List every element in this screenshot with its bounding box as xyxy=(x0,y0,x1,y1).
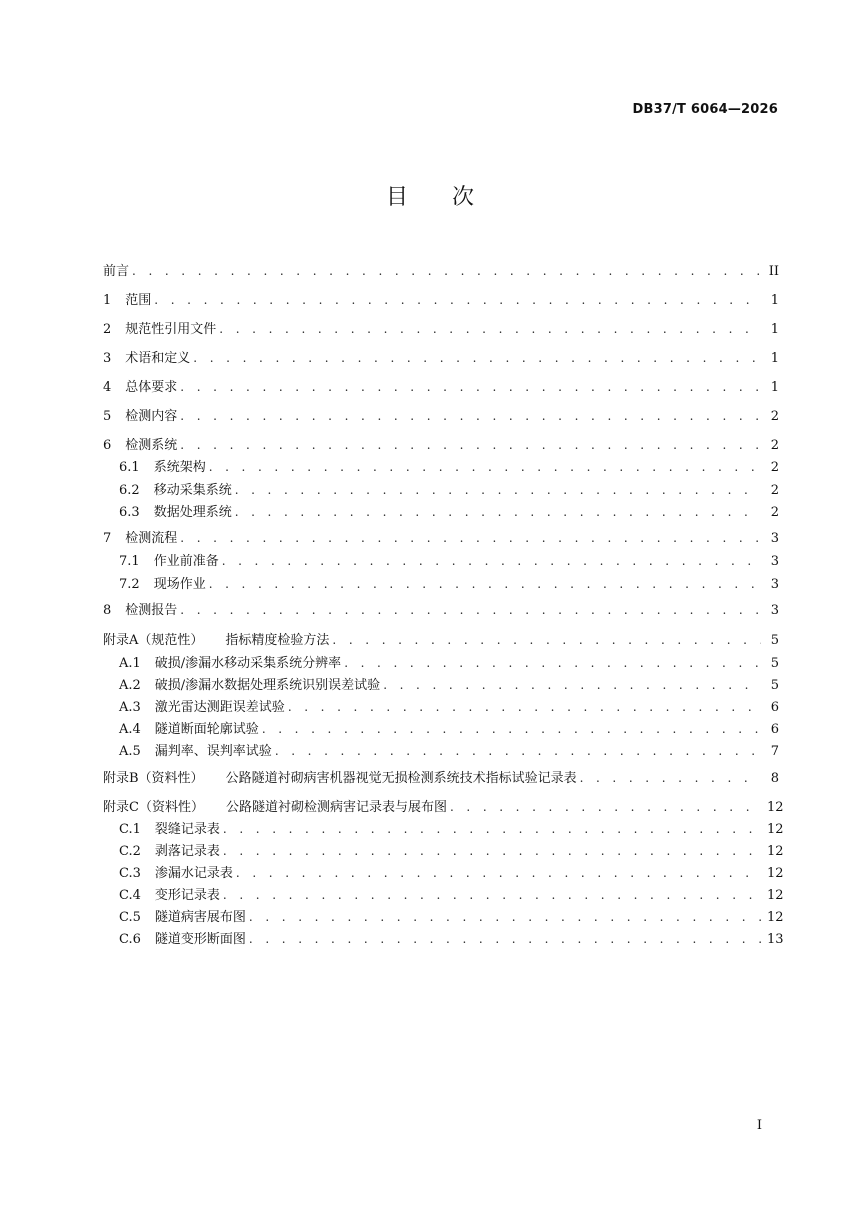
toc-entry-number: 8 xyxy=(103,603,112,618)
toc-entry-title: 范围 xyxy=(125,293,152,308)
toc-entry-label xyxy=(103,631,332,651)
toc-entry-number: 3 xyxy=(103,351,112,366)
toc-entry[interactable] xyxy=(103,406,779,426)
toc-entry-page: 5 xyxy=(770,656,779,671)
toc-entry-number: 7.2 xyxy=(119,577,140,592)
toc-entry-title: 激光雷达测距误差试验 xyxy=(154,700,285,715)
toc-entry[interactable] xyxy=(119,907,784,927)
toc-entry-page: 7 xyxy=(770,744,779,759)
toc-leader-dots xyxy=(180,406,761,426)
toc-entry[interactable] xyxy=(103,630,779,650)
toc-leader-dots xyxy=(193,348,761,368)
toc-leader-dots xyxy=(180,377,761,397)
toc-leader-dots xyxy=(180,435,761,455)
toc-entry-page: 8 xyxy=(770,771,779,786)
toc-entry[interactable] xyxy=(103,261,779,281)
toc-entry-label xyxy=(103,320,219,340)
toc-entry-title: 变形记录表 xyxy=(154,888,220,903)
toc-entry-page: 1 xyxy=(770,380,779,395)
toc-entry[interactable] xyxy=(103,377,779,397)
toc-entry-page: 6 xyxy=(770,700,779,715)
toc-entry-label xyxy=(119,720,262,740)
toc-entry-number: A.2 xyxy=(119,678,141,693)
toc-entry-title: 检测系统 xyxy=(125,438,178,453)
toc-entry-title: 检测流程 xyxy=(125,531,178,546)
toc-entry-title: 移动采集系统 xyxy=(153,483,232,498)
toc-entry[interactable] xyxy=(103,319,779,339)
toc-entry-title: 隧道断面轮廓试验 xyxy=(154,722,259,737)
toc-entry-title: 规范性引用文件 xyxy=(125,322,217,337)
toc-entry[interactable] xyxy=(119,929,784,949)
toc-entry-page: 5 xyxy=(770,633,779,648)
toc-entry-number: 附录A（规范性） xyxy=(103,633,204,648)
toc-entry-title: 现场作业 xyxy=(153,577,206,592)
toc-leader-dots xyxy=(275,741,761,761)
toc-entry-page: 3 xyxy=(770,554,779,569)
toc-leader-dots xyxy=(209,457,761,477)
toc-entry-label xyxy=(119,842,223,862)
toc-leader-dots xyxy=(223,841,761,861)
page-title: 目次 xyxy=(385,185,518,210)
toc-entry[interactable] xyxy=(103,600,779,620)
toc-entry-number: 4 xyxy=(103,380,112,395)
toc-entry-page: 6 xyxy=(770,722,779,737)
toc-entry-title: 作业前准备 xyxy=(153,554,219,569)
toc-entry-number: 6.1 xyxy=(119,460,140,475)
toc-entry-number: 6.2 xyxy=(119,483,140,498)
toc-leader-dots xyxy=(344,653,761,673)
toc-entry-title: 数据处理系统 xyxy=(153,505,232,520)
toc-entry-label xyxy=(103,601,180,621)
toc-leader-dots xyxy=(332,630,761,650)
toc-leader-dots xyxy=(223,819,761,839)
toc-leader-dots xyxy=(580,768,761,788)
toc-entry-label xyxy=(119,908,249,928)
toc-leader-dots xyxy=(222,551,761,571)
toc-leader-dots xyxy=(235,502,761,522)
toc-leader-dots xyxy=(223,885,761,905)
toc-entry[interactable] xyxy=(119,841,784,861)
toc-entry-title: 渗漏水记录表 xyxy=(154,866,233,881)
toc-entry-page: 2 xyxy=(770,505,779,520)
toc-entry-number: 附录C（资料性） xyxy=(103,800,204,815)
toc-leader-dots xyxy=(180,528,761,548)
toc-entry-label xyxy=(103,436,180,456)
page-number: I xyxy=(756,1118,762,1133)
toc-entry-title: 总体要求 xyxy=(125,380,178,395)
toc-entry-label xyxy=(103,529,180,549)
toc-entry-title: 指标精度检验方法 xyxy=(225,633,330,648)
toc-leader-dots xyxy=(180,600,761,620)
toc-entry-number: 6.3 xyxy=(119,505,140,520)
toc-entry-page: 3 xyxy=(770,603,779,618)
toc-leader-dots xyxy=(383,675,761,695)
toc-entry-title: 破损/渗漏水移动采集系统分辨率 xyxy=(154,656,342,671)
toc-entry-page: 12 xyxy=(767,888,784,903)
toc-entry-label xyxy=(103,262,132,282)
toc-leader-dots xyxy=(249,907,761,927)
toc-entry-title: 系统架构 xyxy=(153,460,206,475)
toc-entry-number: C.6 xyxy=(119,932,141,947)
toc-entry-label xyxy=(103,407,180,427)
toc-entry-number: 6 xyxy=(103,438,112,453)
toc-entry-number: 5 xyxy=(103,409,112,424)
toc-entry[interactable] xyxy=(119,675,779,695)
toc-entry[interactable] xyxy=(119,551,779,571)
toc-entry[interactable] xyxy=(103,348,779,368)
document-code: DB37/T 6064—2026 xyxy=(632,102,778,117)
toc-entry-page: 5 xyxy=(770,678,779,693)
toc-entry-label xyxy=(103,349,193,369)
toc-entry[interactable] xyxy=(119,574,779,594)
toc-entry-title: 检测报告 xyxy=(125,603,178,618)
toc-entry-label xyxy=(103,798,450,818)
toc-entry-page: 12 xyxy=(767,800,784,815)
toc-entry[interactable] xyxy=(119,502,779,522)
toc-entry-page: II xyxy=(768,264,779,279)
toc-leader-dots xyxy=(219,319,761,339)
toc-entry-label xyxy=(119,503,235,523)
toc-entry[interactable] xyxy=(119,719,779,739)
toc-entry[interactable] xyxy=(119,819,784,839)
toc-entry-number: C.5 xyxy=(119,910,141,925)
toc-entry-title: 公路隧道衬砌病害机器视觉无损检测系统技术指标试验记录表 xyxy=(225,771,577,786)
toc-entry-label xyxy=(119,654,344,674)
toc-entry[interactable] xyxy=(119,885,784,905)
toc-entry-number: A.4 xyxy=(119,722,141,737)
toc-leader-dots xyxy=(262,719,761,739)
toc-entry-page: 12 xyxy=(767,822,784,837)
toc-entry[interactable] xyxy=(103,797,784,817)
toc-entry-title: 破损/渗漏水数据处理系统识别误差试验 xyxy=(154,678,381,693)
toc-entry-label xyxy=(119,552,222,572)
toc-entry[interactable] xyxy=(103,435,779,455)
toc-entry-label xyxy=(103,378,180,398)
toc-entry[interactable] xyxy=(103,290,779,310)
toc-entry-number: A.5 xyxy=(119,744,141,759)
toc-entry-label xyxy=(119,820,223,840)
toc-leader-dots xyxy=(235,480,761,500)
toc-entry-number: 2 xyxy=(103,322,112,337)
toc-entry-number: C.3 xyxy=(119,866,141,881)
toc-entry-title: 术语和定义 xyxy=(125,351,191,366)
toc-entry-number: 7 xyxy=(103,531,112,546)
toc-entry-number: A.1 xyxy=(119,656,141,671)
toc-entry-page: 3 xyxy=(770,577,779,592)
toc-entry[interactable] xyxy=(119,653,779,673)
toc-entry-page: 2 xyxy=(770,483,779,498)
toc-leader-dots xyxy=(154,290,761,310)
toc-entry-number: 附录B（资料性） xyxy=(103,771,204,786)
toc-entry-title: 漏判率、误判率试验 xyxy=(154,744,272,759)
toc-entry-page: 2 xyxy=(770,438,779,453)
toc-leader-dots xyxy=(132,261,761,281)
toc-leader-dots xyxy=(450,797,761,817)
toc-entry-number: C.2 xyxy=(119,844,141,859)
toc-leader-dots xyxy=(209,574,761,594)
toc-entry-label xyxy=(103,291,154,311)
toc-entry-page: 1 xyxy=(770,351,779,366)
toc-entry-page: 3 xyxy=(770,531,779,546)
toc-entry-page: 1 xyxy=(770,322,779,337)
toc-entry-label xyxy=(119,864,236,884)
toc-entry[interactable] xyxy=(119,480,779,500)
toc-leader-dots xyxy=(288,697,761,717)
toc-entry-label xyxy=(119,481,235,501)
toc-entry-number: 1 xyxy=(103,293,112,308)
toc-entry-number: A.3 xyxy=(119,700,141,715)
toc-entry-title: 隧道变形断面图 xyxy=(154,932,246,947)
toc-entry-label xyxy=(119,575,209,595)
toc-entry-label xyxy=(119,676,383,696)
toc-entry-title: 前言 xyxy=(103,264,130,279)
toc-entry-title: 剥落记录表 xyxy=(154,844,220,859)
toc-entry-page: 2 xyxy=(770,460,779,475)
toc-entry[interactable] xyxy=(119,697,779,717)
toc-entry-title: 裂缝记录表 xyxy=(154,822,220,837)
toc-entry-number: 7.1 xyxy=(119,554,140,569)
toc-entry-page: 12 xyxy=(767,910,784,925)
toc-entry-label xyxy=(119,458,209,478)
toc-entry-label xyxy=(103,769,580,789)
toc-entry-label xyxy=(119,742,275,762)
toc-entry[interactable] xyxy=(103,768,779,788)
toc-leader-dots xyxy=(249,929,761,949)
toc-entry-number: C.1 xyxy=(119,822,141,837)
toc-entry-title: 检测内容 xyxy=(125,409,178,424)
toc-entry-label xyxy=(119,886,223,906)
toc-entry[interactable] xyxy=(103,528,779,548)
toc-entry[interactable] xyxy=(119,741,779,761)
toc-entry-page: 12 xyxy=(767,866,784,881)
toc-entry-label xyxy=(119,930,249,950)
toc-entry-title: 隧道病害展布图 xyxy=(154,910,246,925)
toc-entry-label xyxy=(119,698,288,718)
toc-entry[interactable] xyxy=(119,457,779,477)
toc-entry-page: 1 xyxy=(770,293,779,308)
toc-entry-page: 13 xyxy=(767,932,784,947)
toc-entry-page: 12 xyxy=(767,844,784,859)
toc-entry-title: 公路隧道衬砌检测病害记录表与展布图 xyxy=(225,800,447,815)
toc-entry-number: C.4 xyxy=(119,888,141,903)
toc-leader-dots xyxy=(236,863,761,883)
toc-entry[interactable] xyxy=(119,863,784,883)
toc-entry-page: 2 xyxy=(770,409,779,424)
